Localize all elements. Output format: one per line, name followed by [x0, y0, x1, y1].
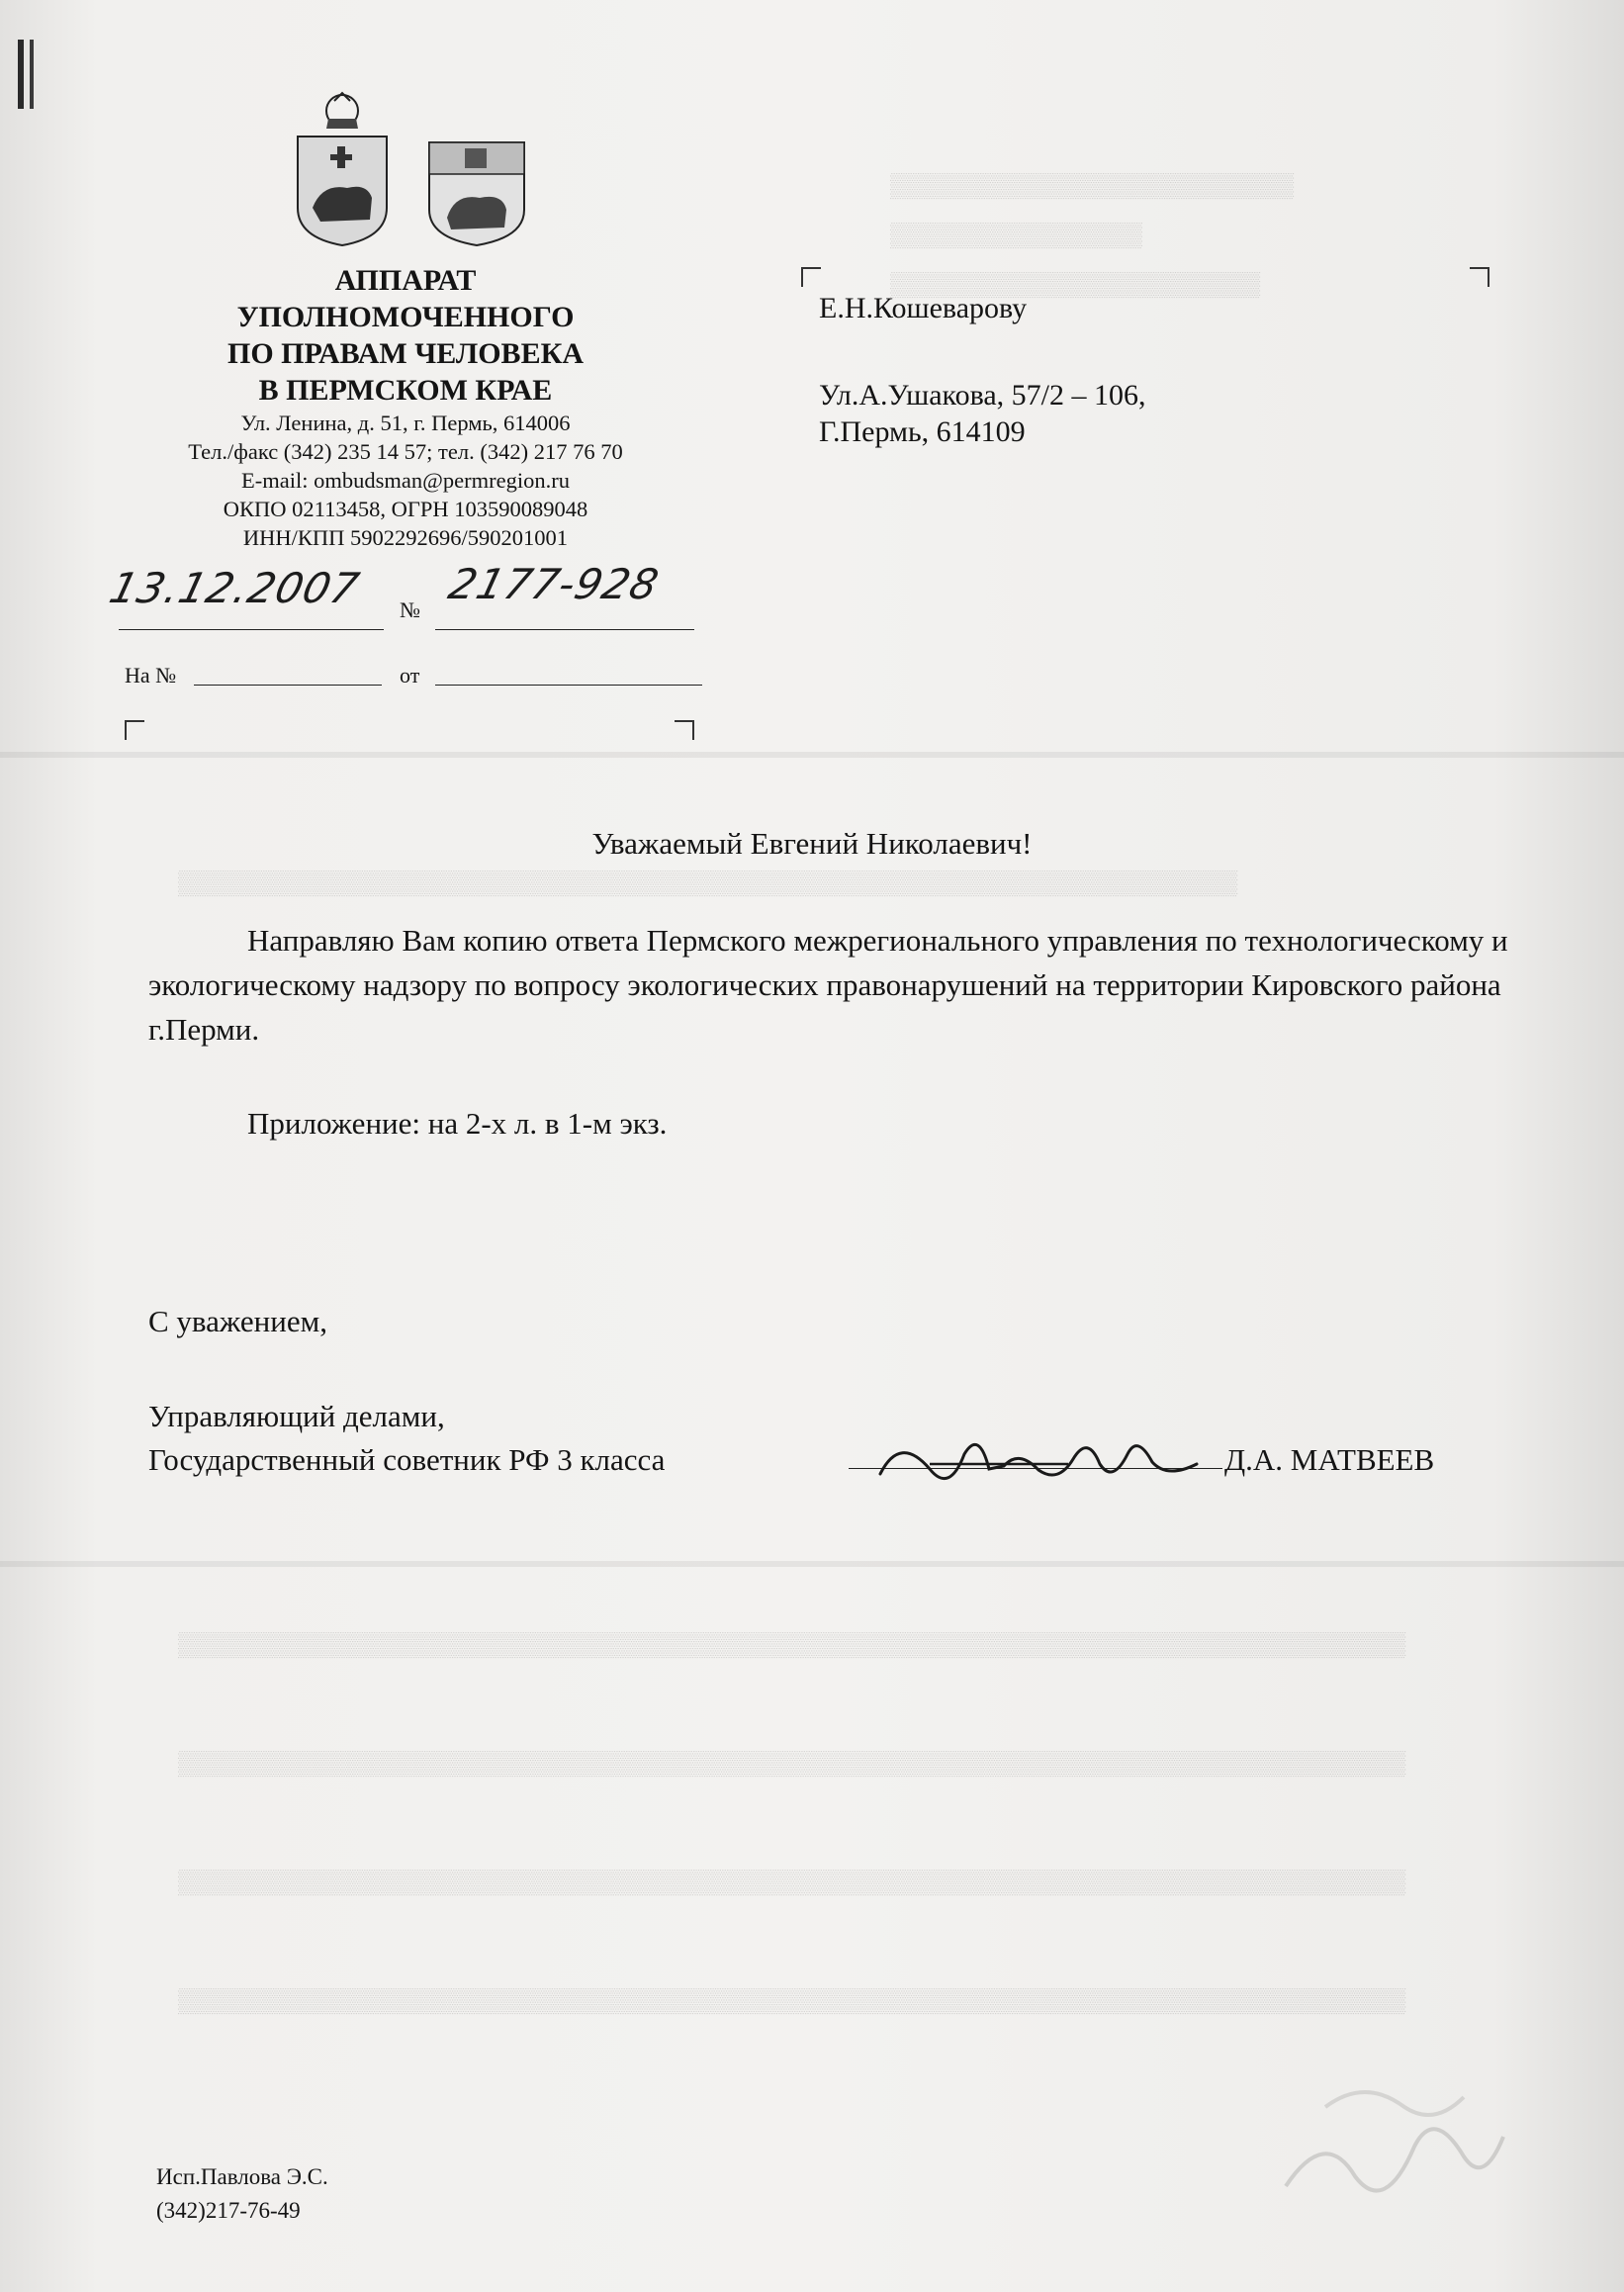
org-phone: Тел./факс (342) 235 14 57; тел. (342) 217 76 70	[188, 439, 623, 464]
organization-contacts	[109, 409, 702, 552]
recipient-street: Ул.А.Ушакова, 57/2 – 106,	[819, 379, 1146, 412]
org-line: В ПЕРМСКОМ КРАЕ	[258, 374, 553, 407]
signatory-position-2: Государственный советник РФ 3 класса	[148, 1442, 666, 1477]
bleed-through-handwriting	[1266, 2067, 1523, 2226]
address-corner-mark	[801, 267, 821, 287]
reply-number-line	[194, 685, 382, 686]
perm-city-coat-of-arms-icon	[425, 138, 528, 247]
letter-paragraph: Направляю Вам копию ответа Пермского межрегионального управления по технологическому и экологическому надзору по вопросу экологических правонарушений на территории Кировского района г.Перми.	[148, 923, 1508, 1047]
closing-regards: С уважением,	[148, 1304, 327, 1338]
reply-to-label: На №	[125, 663, 177, 688]
reply-from-label: от	[400, 663, 420, 688]
signatory-name: Д.А. МАТВЕЕВ	[1224, 1442, 1435, 1477]
address-corner-mark	[1470, 267, 1489, 287]
org-line: ПО ПРАВАМ ЧЕЛОВЕКА	[226, 337, 584, 370]
paper-fold	[0, 1561, 1624, 1567]
executor-name: Исп.Павлова Э.С.	[156, 2164, 328, 2189]
number-underline	[435, 629, 694, 630]
handwritten-signature	[870, 1415, 1226, 1504]
org-line: АППАРАТ	[334, 264, 477, 297]
appendix-note: Приложение: на 2-х л. в 1-м экз.	[247, 1106, 668, 1141]
salutation: Уважаемый Евгений Николаевич!	[591, 826, 1033, 861]
binder-mark	[18, 40, 24, 109]
org-inn: ИНН/КПП 5902292696/590201001	[242, 525, 569, 550]
recipient-name: Е.Н.Кошеварову	[819, 292, 1028, 324]
handwritten-number: 2177-928	[443, 560, 665, 608]
org-line: УПОЛНОМОЧЕННОГО	[236, 301, 575, 333]
org-address: Ул. Ленина, д. 51, г. Пермь, 614006	[240, 411, 571, 435]
executor-phone: (342)217-76-49	[156, 2198, 301, 2223]
org-okpo: ОКПО 02113458, ОГРН 103590089048	[223, 497, 588, 521]
reply-date-line	[435, 685, 702, 686]
handwritten-date: 13.12.2007	[104, 564, 365, 612]
organization-name	[188, 262, 623, 409]
signatory-position-1: Управляющий делами,	[148, 1399, 445, 1433]
date-underline	[119, 629, 384, 630]
perm-krai-coat-of-arms-icon	[293, 89, 392, 247]
org-email: E-mail: ombudsman@permregion.ru	[241, 468, 570, 493]
reference-corner-mark	[675, 720, 694, 740]
number-label: №	[400, 597, 420, 622]
reference-corner-mark	[125, 720, 144, 740]
binder-mark	[30, 40, 34, 109]
paper-fold	[0, 752, 1624, 758]
recipient-city: Г.Пермь, 614109	[819, 415, 1026, 448]
